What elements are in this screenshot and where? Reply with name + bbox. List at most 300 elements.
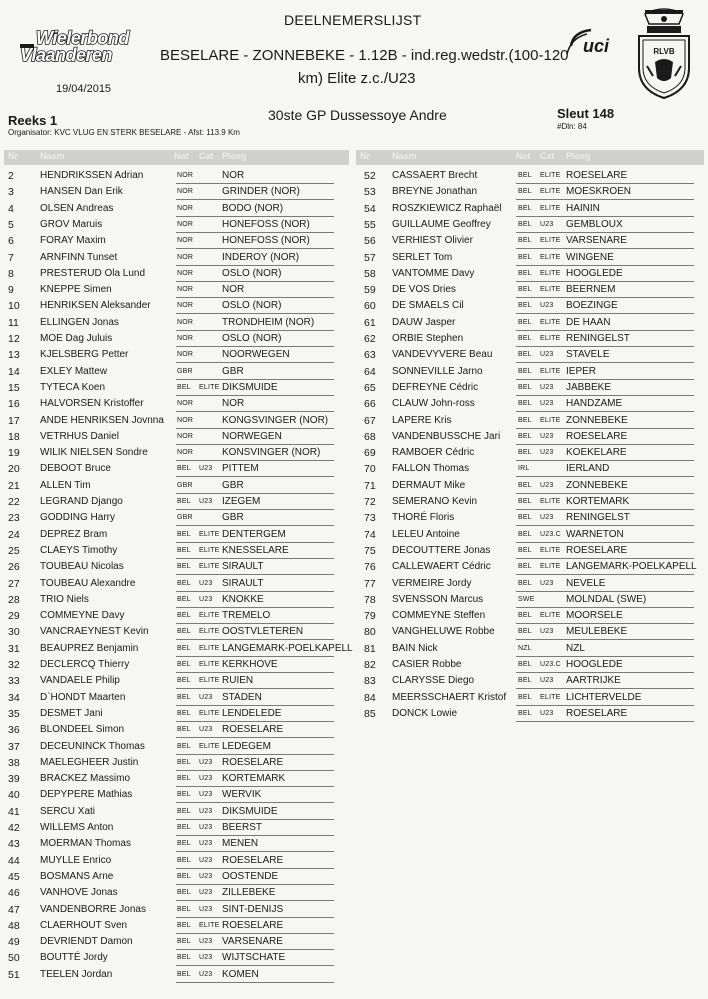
participant-name: DEVRIENDT Damon <box>40 936 133 948</box>
participant-number: 53 <box>364 186 376 199</box>
participant-club: NOR <box>222 284 245 296</box>
crest-text: RLVB <box>653 47 675 56</box>
participant-club: LEDEGEM <box>222 740 271 752</box>
participant-nationality: BEL <box>518 172 532 179</box>
participant-number: 15 <box>8 381 20 394</box>
participant-nationality: BEL <box>177 791 191 799</box>
participant-club: KORTEMARK <box>566 496 630 507</box>
race-description-line1: BESELARE - ZONNEBEKE - 1.12B - ind.reg.wedstr.(100-120 <box>160 47 569 64</box>
participant-number: 30 <box>8 626 20 639</box>
participant-nationality: BEL <box>177 661 191 668</box>
participant-nationality: NOR <box>177 318 194 326</box>
participant-number: 7 <box>8 251 14 264</box>
participant-name: DECLERCQ Thierry <box>40 659 130 670</box>
participant-name: TYTECA Koen <box>40 381 106 393</box>
participant-category: U23 <box>199 938 213 946</box>
participant-nationality: BEL <box>518 253 532 261</box>
participant-category: U23 <box>540 351 554 359</box>
column-header-nat: Nat <box>516 151 531 161</box>
participant-club: ZONNEBEKE <box>566 414 628 426</box>
participant-category: ELITE <box>540 253 561 261</box>
participant-nationality: NOR <box>177 449 194 457</box>
participant-number: 84 <box>364 691 376 704</box>
row-underline <box>176 819 334 820</box>
participant-club: ROESELARE <box>222 919 284 931</box>
participant-number: 2 <box>8 170 14 182</box>
participant-club: KERKHOVE <box>222 659 278 670</box>
document-title: DEELNEMERSLIJST <box>284 12 422 28</box>
participant-row <box>0 920 708 936</box>
participant-row <box>0 757 708 773</box>
participant-club: HONEFOSS (NOR) <box>222 235 310 247</box>
participant-name: SVENSSON Marcus <box>392 593 484 605</box>
participant-club: LANGEMARK-POELKAPELL <box>566 561 697 573</box>
participant-category: U23 <box>199 970 213 978</box>
participant-number: 25 <box>8 544 20 557</box>
participant-nationality: BEL <box>177 872 191 880</box>
participant-number: 82 <box>364 659 376 671</box>
participant-name: CASIER Robbe <box>392 659 462 670</box>
participant-name: VANDEVYVERE Beau <box>392 349 493 361</box>
participant-number: 41 <box>8 805 20 818</box>
participant-category: U23 <box>540 432 554 440</box>
logo-text-line1: Wielerbond <box>36 28 129 48</box>
participant-club: SIRAULT <box>222 577 264 589</box>
participant-nationality: NOR <box>177 253 194 261</box>
participant-number: 32 <box>8 659 20 671</box>
participant-category: U23 <box>199 775 213 783</box>
participant-number: 72 <box>364 496 376 508</box>
participant-number: 21 <box>8 479 20 492</box>
row-underline <box>176 851 334 852</box>
participant-number: 4 <box>8 202 14 215</box>
participant-number: 70 <box>364 463 376 476</box>
row-underline <box>516 265 694 266</box>
participant-number: 48 <box>8 919 20 932</box>
participant-nationality: BEL <box>518 563 532 571</box>
participant-nationality: BEL <box>177 905 191 913</box>
participant-number: 47 <box>8 903 20 916</box>
participant-nationality: NZL <box>518 644 532 652</box>
participant-name: VANCRAEYNEST Kevin <box>40 626 149 638</box>
participant-number: 43 <box>8 838 20 851</box>
race-date: 19/04/2015 <box>56 83 112 95</box>
participant-nationality: BEL <box>518 628 532 636</box>
participant-nationality: BEL <box>518 530 532 538</box>
participant-number: 36 <box>8 724 20 737</box>
participant-nationality: NOR <box>177 204 194 212</box>
row-underline <box>516 395 694 396</box>
participant-name: COMMEYNE Steffen <box>392 610 486 622</box>
participant-category: ELITE <box>199 530 220 538</box>
participant-nationality: GBR <box>177 514 193 522</box>
participant-name: EXLEY Mattew <box>40 365 108 377</box>
participant-row <box>0 773 708 789</box>
participant-name: MEERSSCHAERT Kristof <box>392 691 507 703</box>
participant-club: WIJTSCHATE <box>222 952 286 964</box>
participant-club: BEERST <box>222 822 263 833</box>
participant-category: U23 <box>540 481 554 489</box>
participant-club: SIRAULT <box>222 561 264 573</box>
participant-name: DEBOOT Bruce <box>40 463 111 475</box>
participant-number: 68 <box>364 430 376 443</box>
participant-club: MOORSELE <box>566 610 623 622</box>
participant-name: MUYLLE Enrico <box>40 854 112 866</box>
participant-club: ROESELARE <box>222 756 284 768</box>
participant-nationality: BEL <box>177 856 191 864</box>
participant-club: ROESELARE <box>222 724 284 736</box>
participant-nationality: BEL <box>177 579 191 587</box>
participant-name: DE VOS Dries <box>392 284 456 296</box>
participant-name: DAUW Jasper <box>392 316 456 328</box>
participant-club: KONSVINGER (NOR) <box>222 447 321 459</box>
participant-category: ELITE <box>540 416 561 424</box>
participant-category: U23 <box>540 709 554 717</box>
participant-category: ELITE <box>540 693 561 701</box>
participant-name: DERMAUT Mike <box>392 479 466 491</box>
participant-club: OSLO (NOR) <box>222 300 282 312</box>
participant-nationality: BEL <box>518 693 532 701</box>
participant-name: DONCK Lowie <box>392 707 458 719</box>
participant-row <box>0 724 708 740</box>
participant-number: 20 <box>8 463 20 476</box>
participant-club: MOESKROEN <box>566 186 632 198</box>
participant-nationality: BEL <box>518 709 532 717</box>
participant-number: 67 <box>364 414 376 427</box>
participant-nationality: BEL <box>177 383 191 391</box>
participant-nationality: BEL <box>177 612 191 620</box>
participant-category: U23 <box>199 595 213 603</box>
participant-club: GBR <box>222 512 244 524</box>
participant-club: AARTRIJKE <box>566 675 621 687</box>
participant-nationality: BEL <box>177 709 191 717</box>
participant-nationality: NOR <box>177 188 194 196</box>
participant-row <box>0 887 708 903</box>
participant-category: ELITE <box>540 237 561 245</box>
row-underline <box>176 802 334 803</box>
participant-number: 33 <box>8 675 20 688</box>
participant-category: U23 <box>540 579 554 587</box>
participant-nationality: BEL <box>177 595 191 603</box>
wielerbond-vlaanderen-logo <box>20 28 132 70</box>
participant-nationality: BEL <box>518 383 532 391</box>
row-underline <box>516 297 694 298</box>
row-underline <box>516 656 694 657</box>
participant-club: HOOGLEDE <box>566 659 623 670</box>
participant-nationality: NOR <box>177 302 194 310</box>
participant-number: 63 <box>364 349 376 362</box>
row-underline <box>516 428 694 429</box>
participant-nationality: BEL <box>177 758 191 766</box>
participant-club: ROESELARE <box>222 854 284 866</box>
participant-row <box>0 806 708 822</box>
participant-club: NOR <box>222 398 245 410</box>
participant-category: U23 <box>199 824 213 831</box>
logo-text-line2: Vlaanderen <box>20 45 113 65</box>
participant-nationality: BEL <box>518 514 532 522</box>
participant-number: 58 <box>364 267 376 280</box>
row-underline <box>516 362 694 363</box>
participant-category: U23 <box>540 514 554 522</box>
row-underline <box>516 281 694 282</box>
participant-nationality: BEL <box>177 921 191 929</box>
column-header-naam: Naam <box>392 151 417 161</box>
participant-club: ROESELARE <box>566 430 628 442</box>
participant-category: U23 <box>199 872 213 880</box>
participant-nationality: BEL <box>518 188 532 196</box>
participant-category: ELITE <box>199 546 220 554</box>
participant-nationality: BEL <box>177 628 191 636</box>
reeks-label: Reeks 1 <box>8 113 58 128</box>
participant-number: 42 <box>8 822 20 834</box>
participant-name: GODDING Harry <box>40 512 115 524</box>
participant-category: U23 <box>199 579 213 587</box>
participant-nationality: BEL <box>518 579 532 587</box>
participant-name: WILIK NIELSEN Sondre <box>40 447 148 459</box>
row-underline <box>176 737 334 738</box>
participant-name: MAELEGHEER Justin <box>40 756 139 768</box>
participant-category: U23 <box>540 383 554 391</box>
participant-name: ALLEN Tim <box>40 479 91 491</box>
participant-club: LANGEMARK-POELKAPELL <box>222 642 353 654</box>
participant-club: NEVELE <box>566 577 606 589</box>
participant-row <box>0 952 708 968</box>
participant-club: VARSENARE <box>566 235 627 247</box>
participant-name: THORÉ Floris <box>392 512 455 524</box>
participant-nationality: NOR <box>177 269 194 277</box>
participant-number: 24 <box>8 528 20 541</box>
participant-club: WINGENE <box>566 251 614 263</box>
participant-name: TOUBEAU Nicolas <box>40 561 124 573</box>
row-underline <box>516 476 694 477</box>
participant-club: TRONDHEIM (NOR) <box>222 316 315 328</box>
participant-name: DEPYPERE Mathias <box>40 789 133 801</box>
participant-club: JABBEKE <box>566 381 612 393</box>
row-underline <box>176 965 334 966</box>
participant-row <box>0 904 708 920</box>
svg-text:uci: uci <box>583 36 610 56</box>
participant-category: U23 <box>199 856 213 864</box>
participant-club: HANDZAME <box>566 398 623 410</box>
participant-category: ELITE <box>199 709 220 717</box>
organisator-info: Organisator: KVC VLUG EN STERK BESELARE - Afst: 113.9 Km <box>8 128 240 137</box>
participant-nationality: BEL <box>518 318 532 326</box>
participant-club: TREMELO <box>222 610 271 622</box>
participant-club: ZILLEBEKE <box>222 887 276 899</box>
participant-name: VETRHUS Daniel <box>40 430 119 442</box>
participant-club: STADEN <box>222 691 262 703</box>
participant-category: ELITE <box>540 612 561 620</box>
participant-nationality: NOR <box>177 335 194 342</box>
participant-nationality: BEL <box>518 302 532 310</box>
participant-name: GUILLAUME Geoffrey <box>392 218 491 230</box>
participant-number: 14 <box>8 365 20 378</box>
participant-number: 19 <box>8 447 20 460</box>
column-header-cat: Cat <box>540 151 555 161</box>
participant-number: 69 <box>364 447 376 460</box>
participant-category: ELITE <box>199 612 220 620</box>
participant-nationality: BEL <box>177 938 191 946</box>
uci-logo-icon <box>565 24 625 69</box>
participant-number: 73 <box>364 512 376 525</box>
participant-number: 64 <box>364 365 376 378</box>
participant-name: CASSAERT Brecht <box>392 170 478 181</box>
participant-category: ELITE <box>199 628 220 636</box>
participant-name: DECOUTTERE Jonas <box>392 544 491 556</box>
participant-club: IEPER <box>566 365 597 377</box>
participant-number: 5 <box>8 218 14 231</box>
participant-club: LICHTERVELDE <box>566 691 642 703</box>
row-underline <box>516 411 694 412</box>
participant-number: 80 <box>364 626 376 639</box>
participant-club: IZEGEM <box>222 496 261 507</box>
participant-name: HENDRIKSSEN Adrian <box>40 170 144 181</box>
participant-count: #Dln: 84 <box>557 122 587 131</box>
participant-name: DEPREZ Bram <box>40 528 108 540</box>
participant-category: U23 <box>540 400 554 408</box>
participant-nationality: BEL <box>518 351 532 359</box>
participant-club: DENTERGEM <box>222 528 286 540</box>
participant-nationality: BEL <box>177 546 191 554</box>
participant-club: RENINGELST <box>566 512 630 524</box>
participant-name: ORBIE Stephen <box>392 333 464 344</box>
participant-name: CLAEYS Timothy <box>40 544 118 556</box>
participant-name: OLSEN Andreas <box>40 202 114 214</box>
participant-name: RAMBOER Cédric <box>392 447 475 459</box>
participant-nationality: BEL <box>518 220 532 228</box>
participant-row <box>0 822 708 838</box>
participant-name: SEMERANO Kevin <box>392 496 478 507</box>
row-underline <box>516 574 694 575</box>
participant-name: ROSZKIEWICZ Raphaël <box>392 202 502 214</box>
participant-club: NOORWEGEN <box>222 349 290 361</box>
participant-name: TRIO Niels <box>40 593 89 605</box>
participant-nationality: NOR <box>177 237 194 245</box>
participant-name: BEAUPREZ Benjamin <box>40 642 139 654</box>
participant-club: SINT-DENIJS <box>222 903 284 915</box>
participant-nationality: BEL <box>177 563 191 571</box>
participant-nationality: BEL <box>177 726 191 734</box>
participant-club: VARSENARE <box>222 936 283 948</box>
participant-category: U23 <box>199 465 213 473</box>
table-header-left <box>4 150 349 165</box>
participant-club: NZL <box>566 642 585 654</box>
column-header-ploeg: Ploeg <box>222 151 247 161</box>
participant-nationality: BEL <box>518 416 532 424</box>
row-underline <box>176 884 334 885</box>
participant-nationality: NOR <box>177 351 194 359</box>
participant-number: 9 <box>8 284 14 297</box>
row-underline <box>516 591 694 592</box>
participant-name: VERMEIRE Jordy <box>392 577 472 589</box>
participant-category: ELITE <box>199 677 220 685</box>
participant-category: ELITE <box>540 188 561 196</box>
participant-name: VANDENBORRE Jonas <box>40 903 146 915</box>
participant-name: VANDENBUSSCHE Jari <box>392 430 501 442</box>
participant-name: BOUTTÉ Jordy <box>40 952 108 964</box>
participant-club: WARNETON <box>566 528 624 540</box>
participant-number: 12 <box>8 333 20 345</box>
row-underline <box>176 835 334 836</box>
participant-number: 54 <box>364 202 376 215</box>
participant-club: KONGSVINGER (NOR) <box>222 414 329 426</box>
row-underline <box>516 199 694 200</box>
participant-nationality: BEL <box>177 970 191 978</box>
participant-number: 52 <box>364 170 376 182</box>
participant-nationality: BEL <box>177 742 191 750</box>
participant-club: HONEFOSS (NOR) <box>222 218 310 230</box>
participant-club: DE HAAN <box>566 316 611 328</box>
participant-name: DE SMAELS Cil <box>392 300 464 312</box>
participant-club: PITTEM <box>222 463 259 475</box>
row-underline <box>176 917 334 918</box>
participant-number: 77 <box>364 577 376 590</box>
row-underline <box>516 607 694 608</box>
participant-club: DIKSMUIDE <box>222 805 278 817</box>
participant-category: ELITE <box>199 921 220 929</box>
participant-nationality: BEL <box>177 644 191 652</box>
participant-nationality: BEL <box>177 693 191 701</box>
participant-name: ARNFINN Tunset <box>40 251 118 263</box>
participant-name: VANGHELUWE Robbe <box>392 626 495 638</box>
participant-nationality: IRL <box>518 465 530 473</box>
participant-club: ROESELARE <box>566 544 628 556</box>
participant-nationality: NOR <box>177 220 194 228</box>
participant-row <box>0 741 708 757</box>
participant-category: ELITE <box>199 661 220 668</box>
participant-category: ELITE <box>199 644 220 652</box>
participant-name: ELLINGEN Jonas <box>40 316 119 328</box>
participant-club: BEERNEM <box>566 284 616 296</box>
participant-nationality: NOR <box>177 172 194 179</box>
column-header-nat: Nat <box>174 151 189 161</box>
participant-number: 35 <box>8 707 20 720</box>
row-underline <box>516 493 694 494</box>
participant-number: 13 <box>8 349 20 362</box>
participant-number: 79 <box>364 610 376 623</box>
row-underline <box>516 688 694 689</box>
sleut-label: Sleut 148 <box>557 106 615 121</box>
participant-club: GBR <box>222 479 244 491</box>
participant-category: U23 <box>199 726 213 734</box>
participant-name: TEELEN Jordan <box>40 968 113 980</box>
participant-number: 22 <box>8 496 20 508</box>
participant-row <box>0 855 708 871</box>
participant-category: ELITE <box>540 498 561 505</box>
participant-nationality: BEL <box>518 612 532 620</box>
participant-number: 81 <box>364 642 376 655</box>
participant-category: U23 <box>540 677 554 685</box>
row-underline <box>516 313 694 314</box>
participant-name: BREYNE Jonathan <box>392 186 478 198</box>
participant-number: 49 <box>8 936 20 949</box>
participant-club: OSLO (NOR) <box>222 333 282 344</box>
participant-category: U23 <box>199 791 213 799</box>
participant-number: 61 <box>364 316 376 329</box>
participant-category: U23 <box>540 628 554 636</box>
participant-number: 74 <box>364 528 376 541</box>
participant-category: U23 <box>540 302 554 310</box>
participant-number: 31 <box>8 642 20 655</box>
participant-club: DIKSMUIDE <box>222 381 278 393</box>
participant-nationality: BEL <box>518 677 532 685</box>
participant-name: BRACKEZ Massimo <box>40 773 131 785</box>
participant-club: GBR <box>222 365 244 377</box>
participant-club: STAVELE <box>566 349 610 361</box>
participant-name: KNEPPE Simen <box>40 284 112 296</box>
participant-number: 45 <box>8 870 20 883</box>
participant-nationality: BEL <box>518 269 532 277</box>
